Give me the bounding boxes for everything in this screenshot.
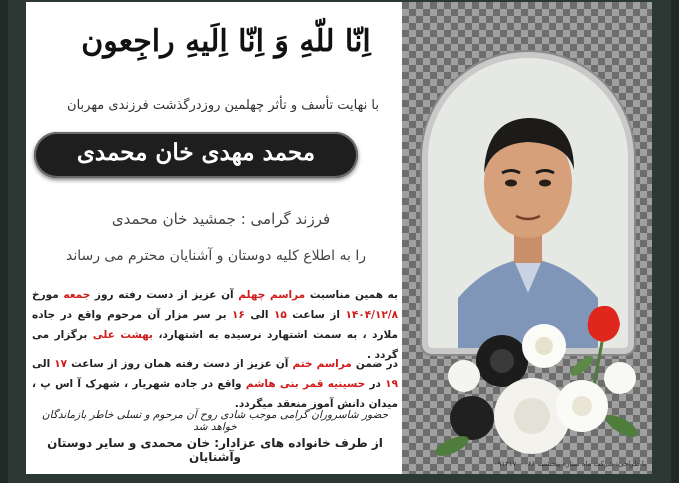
designer-credit: با طراحی: شرکت ماه ستاره پنجشنبه ۰۹۱۲۱۷۰۰۰۶۶ xyxy=(493,460,646,468)
flower-arrangement xyxy=(432,306,652,466)
text-segment: در xyxy=(365,378,386,390)
highlight-text: بهشت علی xyxy=(92,329,154,341)
from-line: از طرف خانواده های عزادار: خان محمدی و سایر دوستان وآشنایان xyxy=(47,436,383,464)
thanks-line: حضور شاسروران گرامی موجب شادی روح آن مرحوم و تسلی خاطر بازماندگان خواهد شد xyxy=(41,409,389,433)
father-line: فرزند گرامی : جمشید خان محمدی xyxy=(111,210,331,228)
text-segment: در ضمن xyxy=(351,358,398,370)
text-segment: الی xyxy=(244,309,274,321)
highlight-text: حسینیه قمر بنی هاشم xyxy=(245,378,366,390)
announcement-text xyxy=(26,2,406,474)
text-segment: مورخ xyxy=(32,289,64,301)
memorial-paragraph xyxy=(32,354,398,414)
highlight-text: ۱۶ xyxy=(232,309,245,321)
highlight-text: مراسم چهلم xyxy=(238,289,306,301)
highlight-text: ۱۵ xyxy=(273,309,287,321)
deceased-name: محمد مهدی خان محمدی xyxy=(76,139,316,166)
portrait-photo xyxy=(428,58,628,348)
text-segment: آن عزیز از دست رفته همان روز از ساعت xyxy=(67,358,293,370)
text-segment: به همین مناسبت xyxy=(305,289,398,301)
highlight-text: ۱۷ xyxy=(54,358,68,370)
notice-line: را به اطلاع کلیه دوستان و آشنایان محترم می رساند xyxy=(65,248,366,264)
text-segment: بر سر مزار آن مرحوم واقع در جاده ملارد ، به سمت اشتهارد نرسیده به اشتهارد، xyxy=(32,309,398,341)
highlight-text: جمعه xyxy=(63,289,91,301)
text-segment: آن عزیز از دست رفته روز xyxy=(90,289,239,301)
text-segment: از ساعت xyxy=(286,309,346,321)
ceremony-paragraph xyxy=(32,285,398,365)
portrait-panel xyxy=(402,2,652,474)
highlight-text: ۱۹ xyxy=(385,378,398,390)
name-banner xyxy=(34,132,358,178)
portrait-arch xyxy=(428,58,628,348)
text-segment: برگزار می گردد . xyxy=(32,329,398,361)
highlight-text: مراسم ختم xyxy=(292,358,352,370)
memorial-card xyxy=(26,2,652,474)
text-segment: واقع در جاده شهریار ، شهرک آ اس پ ، میدان دانش آموز منعقد میگردد. xyxy=(32,378,398,410)
quran-verse: اِنّا للّهِ وَ اِنّا اِلَیهِ راجِعون xyxy=(81,24,371,59)
intro-line: با نهایت تأسف و تأثر چهلمین روزدرگذشت فرزندی مهربان xyxy=(67,98,379,113)
highlight-text: ۱۴۰۴/۱۲/۸ xyxy=(345,309,398,321)
text-segment: الی xyxy=(32,358,55,370)
